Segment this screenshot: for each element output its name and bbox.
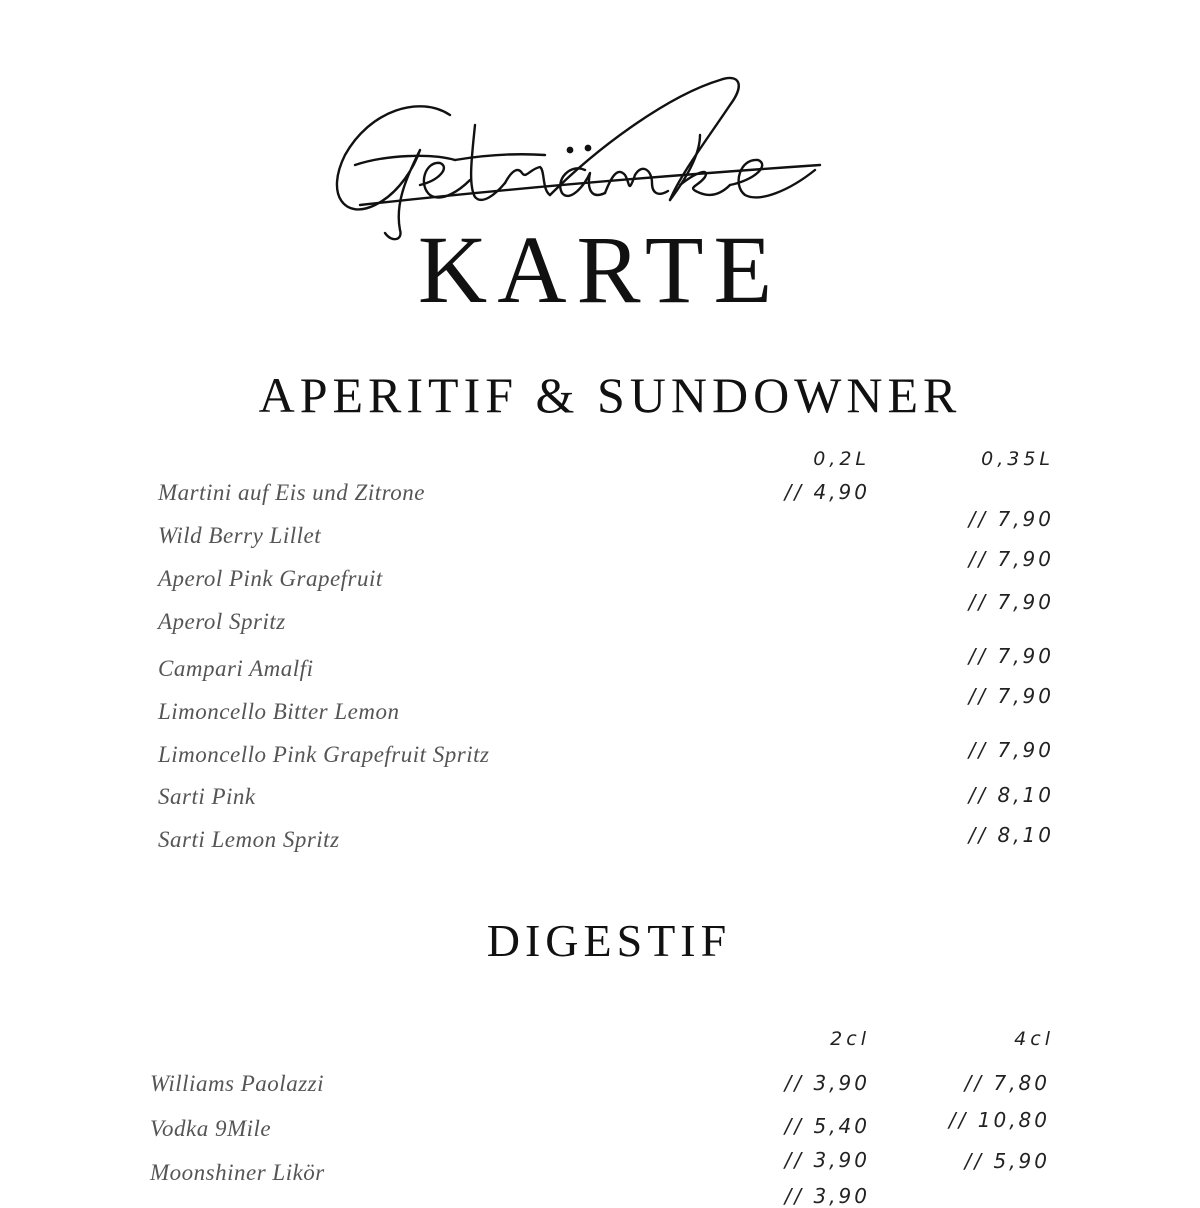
section-title-aperitif: APERITIF & SUNDOWNER: [258, 367, 962, 423]
column-header-02l: 0,2L: [813, 448, 870, 470]
menu-item-name: Aperol Spritz: [158, 609, 286, 634]
menu-item-price-small: // 4,90: [784, 480, 870, 504]
menu-item-price-large: // 8,10: [968, 783, 1054, 807]
menu-item-price-large: // 8,10: [968, 823, 1054, 847]
menu-item-price-large: // 7,80: [964, 1071, 1050, 1095]
menu-item-name: Moonshiner Likör: [150, 1160, 325, 1185]
menu-item-name: Vodka 9Mile: [150, 1116, 272, 1141]
menu-item-price-large: // 7,90: [968, 507, 1054, 531]
menu-item-name: Limoncello Bitter Lemon: [158, 699, 400, 724]
section-title-digestif: DIGESTIF: [486, 915, 732, 966]
column-header-2cl: 2cl: [830, 1028, 870, 1050]
menu-item-name: Limoncello Pink Grapefruit Spritz: [158, 742, 490, 767]
menu-item-price-large: // 7,90: [968, 684, 1054, 708]
menu-item-price-small: // 3,90: [784, 1148, 870, 1172]
menu-item-name: Sarti Lemon Spritz: [158, 827, 340, 852]
column-header-4cl: 4cl: [1014, 1028, 1054, 1050]
menu-item-price-large: // 10,80: [948, 1108, 1050, 1132]
column-header-035l: 0,35L: [981, 448, 1054, 470]
menu-item-price-small: // 3,90: [784, 1071, 870, 1095]
menu-item-name: Williams Paolazzi: [150, 1071, 324, 1096]
menu-item-name: Martini auf Eis und Zitrone: [158, 480, 425, 505]
menu-item-price-large: // 7,90: [968, 590, 1054, 614]
menu-item-name: Campari Amalfi: [158, 656, 314, 681]
menu-item-name: Wild Berry Lillet: [158, 523, 322, 548]
menu-item-price-large: // 5,90: [964, 1149, 1050, 1173]
menu-item-name: Aperol Pink Grapefruit: [158, 566, 383, 591]
menu-item-price-large: // 7,90: [968, 644, 1054, 668]
menu-item-price-small: // 5,40: [784, 1114, 870, 1138]
menu-item-price-large: // 7,90: [968, 738, 1054, 762]
menu-item-price-large: // 7,90: [968, 547, 1054, 571]
menu-item-name: Sarti Pink: [158, 784, 256, 809]
main-title: KARTE: [417, 216, 783, 323]
menu-item-price-small: // 3,90: [784, 1184, 870, 1208]
